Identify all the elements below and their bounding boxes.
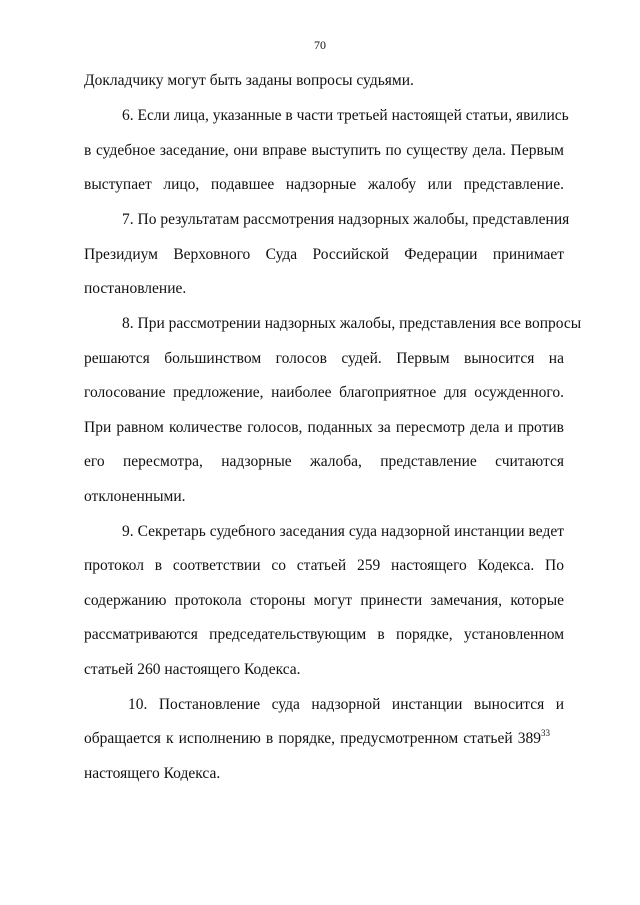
text-line: настоящего Кодекса. <box>84 765 221 782</box>
text-line: решаются большинством голосов судей. Первым выносится на <box>84 350 564 367</box>
text-line: отклоненными. <box>84 488 186 505</box>
page-number: 70 <box>314 38 326 52</box>
text-line: в судебное заседание, они вправе выступить по существу дела. Первым <box>84 142 564 159</box>
text-line: выступает лицо, подавшее надзорные жалобу или представление. <box>84 176 564 193</box>
text-line: рассматриваются председательствующим в порядке, установленном <box>84 626 564 643</box>
text-line: обращается к исполнению в порядке, предусмотренном статьей 389 <box>84 730 541 747</box>
text-line: При равном количестве голосов, поданных за пересмотр дела и против <box>84 419 564 436</box>
text-line: 10. Постановление суда надзорной инстанции выносится и <box>128 696 564 713</box>
text-line: 7. По результатам рассмотрения надзорных жалобы, представления <box>122 211 570 228</box>
text-line-with-footnote <box>84 729 550 749</box>
text-line: Докладчику могут быть заданы вопросы судьями. <box>84 72 414 89</box>
text-line: 6. Если лица, указанные в части третьей настоящей статьи, явились <box>122 107 569 124</box>
text-line: Президиум Верховного Суда Российской Федерации принимает <box>84 246 564 263</box>
text-line: содержанию протокола стороны могут принести замечания, которые <box>84 592 564 609</box>
footnote-superscript: 33 <box>541 728 550 738</box>
text-line: 9. Секретарь судебного заседания суда надзорной инстанции ведет <box>122 523 564 540</box>
text-line: протокол в соответствии со статьей 259 настоящего Кодекса. По <box>84 557 564 574</box>
text-line: голосование предложение, наиболее благоприятное для осужденного. <box>84 384 564 401</box>
text-line: 8. При рассмотрении надзорных жалобы, представления все вопросы <box>122 315 582 332</box>
text-line: статьей 260 настоящего Кодекса. <box>84 661 301 678</box>
text-line: его пересмотра, надзорные жалоба, представление считаются <box>84 453 564 470</box>
text-line: постановление. <box>84 280 187 297</box>
